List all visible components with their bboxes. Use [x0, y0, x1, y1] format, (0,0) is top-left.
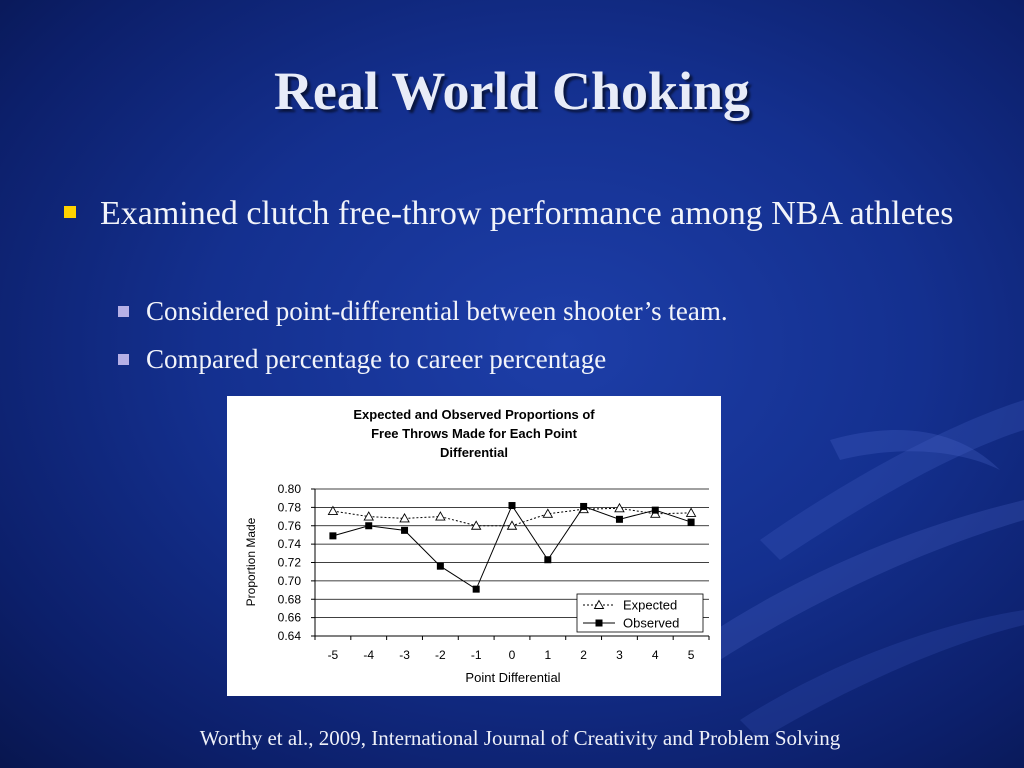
free-throw-line-chart — [227, 396, 721, 696]
citation: Worthy et al., 2009, International Journal of Creativity and Problem Solving — [199, 726, 841, 750]
bullet-main — [64, 192, 964, 236]
expected-point — [687, 508, 696, 516]
observed-point — [365, 522, 372, 529]
y-tick-label: 0.66 — [277, 610, 301, 625]
subbullet-text: Compared percentage to career percentage — [146, 344, 607, 374]
observed-point — [329, 532, 336, 539]
x-tick-label: 4 — [651, 648, 659, 662]
subbullet-text: Considered point-differential between shooter’s team. — [146, 296, 728, 326]
x-tick-label: -5 — [327, 648, 339, 662]
chart-panel — [227, 396, 721, 696]
x-tick-label: -1 — [470, 648, 482, 662]
y-tick-label: 0.70 — [277, 573, 301, 588]
observed-point — [616, 516, 623, 523]
observed-point — [437, 563, 444, 570]
y-tick-label: 0.80 — [277, 482, 301, 496]
observed-point — [401, 527, 408, 534]
y-tick-label: 0.78 — [277, 500, 301, 515]
expected-point — [436, 512, 445, 520]
chart-title-line-3: Differential — [440, 445, 508, 460]
subbullet-career-percentage — [118, 342, 998, 376]
x-tick-label: 2 — [580, 648, 587, 662]
x-tick-label: 3 — [616, 648, 623, 662]
legend-label: Expected — [623, 597, 678, 613]
y-tick-label: 0.76 — [277, 518, 301, 533]
legend-label: Observed — [623, 615, 680, 631]
bullet-main-text: Examined clutch free-throw performance among NBA athletes — [100, 195, 954, 232]
slide-title: Real World Choking — [273, 61, 751, 121]
observed-point — [509, 502, 516, 509]
square-bullet-icon — [118, 306, 129, 317]
x-tick-label: -4 — [363, 648, 375, 662]
square-bullet-icon — [64, 206, 76, 218]
y-tick-label: 0.72 — [277, 555, 301, 570]
x-tick-label: -2 — [435, 648, 446, 662]
plot-area — [278, 482, 709, 662]
observed-point — [688, 519, 695, 526]
x-tick-label: 5 — [687, 648, 695, 662]
y-axis-label: Proportion Made — [244, 517, 258, 607]
observed-point — [473, 586, 480, 593]
series-line-observed — [333, 506, 691, 590]
y-tick-label: 0.64 — [277, 629, 301, 643]
x-tick-label: 0 — [508, 648, 516, 662]
x-axis-label: Point Differential — [465, 670, 561, 685]
observed-point — [652, 507, 659, 514]
legend-square-marker — [596, 620, 603, 627]
square-bullet-icon — [118, 354, 129, 365]
subbullet-point-differential — [118, 294, 998, 328]
chart-title-line-1: Expected and Observed Proportions of — [353, 407, 595, 422]
y-tick-label: 0.74 — [277, 537, 301, 552]
y-tick-label: 0.68 — [277, 592, 301, 607]
expected-point — [615, 504, 624, 512]
x-tick-label: -3 — [399, 648, 410, 662]
observed-point — [544, 556, 551, 563]
observed-point — [580, 503, 587, 510]
chart-title-line-2: Free Throws Made for Each Point — [371, 426, 577, 441]
x-tick-label: 1 — [544, 648, 552, 662]
